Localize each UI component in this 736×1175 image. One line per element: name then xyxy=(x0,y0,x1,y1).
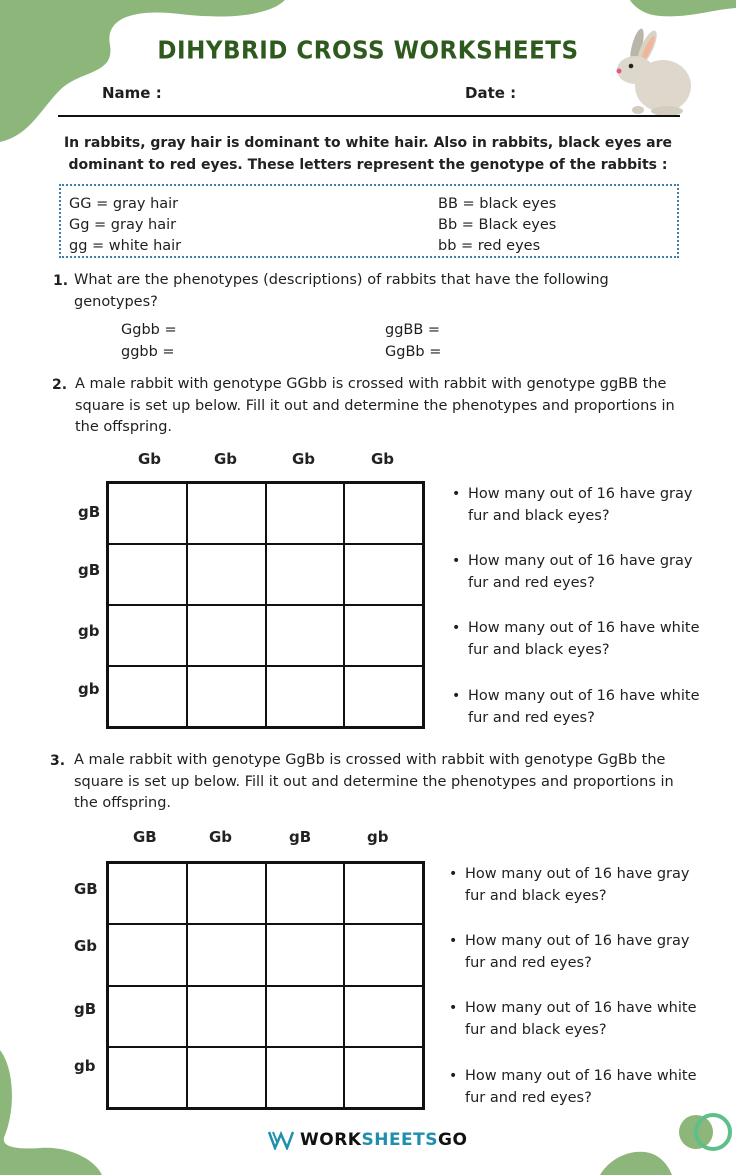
key-item: gg = white hair xyxy=(69,238,182,254)
punnett-row-header: GB xyxy=(74,880,98,898)
punnett-cell[interactable] xyxy=(266,924,345,985)
punnett-row-header: Gb xyxy=(74,937,98,955)
punnett-cell[interactable] xyxy=(344,605,423,666)
rabbit-illustration xyxy=(605,18,700,118)
punnett-cell[interactable] xyxy=(108,924,187,985)
punnett-cell[interactable] xyxy=(187,986,266,1047)
punnett-cell[interactable] xyxy=(344,986,423,1047)
bullet-question: • How many out of 16 have gray fur and red eyes? xyxy=(449,930,705,974)
genotype-prompt: ggbb = xyxy=(121,344,175,360)
logo-text xyxy=(300,1130,467,1150)
bullet-question: • How many out of 16 have gray fur and red eyes? xyxy=(452,550,708,594)
question-text: What are the phenotypes (descriptions) of rabbits that have the following genotypes? xyxy=(74,272,609,310)
bullet-question: • How many out of 16 have gray fur and black eyes? xyxy=(449,863,705,907)
punnett-cell[interactable] xyxy=(266,986,345,1047)
question-text: A male rabbit with genotype GgBb is crossed with rabbit with genotype GgBb the square is set up below. Fill it out and determine the phenotypes and proportions in the offspring. xyxy=(74,752,674,811)
punnett-column-header: Gb xyxy=(209,828,233,846)
punnett-row-header: gB xyxy=(78,561,101,579)
bullet-question: • How many out of 16 have white fur and red eyes? xyxy=(449,1065,705,1109)
punnett-cell[interactable] xyxy=(108,1047,187,1108)
genotype-prompt: Ggbb = xyxy=(121,322,177,338)
punnett-column-header: GB xyxy=(133,828,157,846)
punnett-cell[interactable] xyxy=(266,863,345,924)
punnett-cell[interactable] xyxy=(266,483,345,544)
punnett-cell[interactable] xyxy=(108,863,187,924)
punnett-cell[interactable] xyxy=(187,863,266,924)
punnett-square-2 xyxy=(106,861,425,1110)
key-item: Gg = gray hair xyxy=(69,217,177,233)
logo-text-sheets: SHEETS xyxy=(361,1130,439,1150)
punnett-cell[interactable] xyxy=(344,1047,423,1108)
genotype-prompt: ggBB = xyxy=(385,322,441,338)
punnett-cell[interactable] xyxy=(266,605,345,666)
question-text: A male rabbit with genotype GGbb is crossed with rabbit with genotype ggBB the square is set up below. Fill it out and determine the phenotypes and proportions in the offspring. xyxy=(75,376,675,435)
hair-key-column xyxy=(69,194,181,257)
page-title: DIHYBRID CROSS WORKSHEETS xyxy=(157,36,579,66)
punnett-square-1 xyxy=(106,481,425,729)
bullet-question: • How many out of 16 have gray fur and black eyes? xyxy=(452,483,708,527)
logo-text-go: GO xyxy=(438,1130,468,1150)
punnett-cell[interactable] xyxy=(344,863,423,924)
worksheetsgo-w-icon xyxy=(268,1130,294,1150)
punnett-column-header: Gb xyxy=(214,450,238,468)
bullet-question: • How many out of 16 have white fur and black eyes? xyxy=(452,617,718,661)
punnett-cell[interactable] xyxy=(187,924,266,985)
decorative-blob-top-right xyxy=(630,0,736,20)
punnett-cell[interactable] xyxy=(266,544,345,605)
punnett-column-header: gB xyxy=(289,828,312,846)
question-number: 2. xyxy=(52,377,68,393)
decorative-blob-top-left xyxy=(0,0,290,145)
punnett-cell[interactable] xyxy=(187,483,266,544)
key-item: BB = black eyes xyxy=(438,196,557,212)
punnett-row-header: gb xyxy=(78,622,100,640)
punnett-cell[interactable] xyxy=(266,1047,345,1108)
punnett-cell[interactable] xyxy=(108,666,187,727)
punnett-cell[interactable] xyxy=(344,666,423,727)
punnett-cell[interactable] xyxy=(187,1047,266,1108)
punnett-cell[interactable] xyxy=(187,666,266,727)
punnett-cell[interactable] xyxy=(108,544,187,605)
date-label: Date : xyxy=(465,84,517,102)
intro-text: In rabbits, gray hair is dominant to white hair. Also in rabbits, black eyes are dominant to red eyes. These letters represent the genotype of the rabbits : xyxy=(63,135,673,173)
question-number: 1. xyxy=(53,273,69,289)
header-divider xyxy=(58,115,680,117)
key-item: GG = gray hair xyxy=(69,196,179,212)
worksheetsgo-logo[interactable] xyxy=(268,1130,467,1150)
key-item: bb = red eyes xyxy=(438,238,541,254)
punnett-cell[interactable] xyxy=(108,483,187,544)
logo-text-work: WORK xyxy=(300,1130,362,1150)
punnett-row-header: gb xyxy=(74,1057,96,1075)
punnett-cell[interactable] xyxy=(266,666,345,727)
question-number: 3. xyxy=(50,753,66,769)
punnett-row-header: gb xyxy=(78,680,100,698)
punnett-column-header: gb xyxy=(367,828,389,846)
bullet-question: • How many out of 16 have white fur and red eyes? xyxy=(452,685,708,729)
key-item: Bb = Black eyes xyxy=(438,217,557,233)
punnett-row-header: gB xyxy=(74,1000,97,1018)
punnett-row-header: gB xyxy=(78,503,101,521)
punnett-cell[interactable] xyxy=(108,986,187,1047)
punnett-column-header: Gb xyxy=(138,450,162,468)
punnett-cell[interactable] xyxy=(108,605,187,666)
punnett-cell[interactable] xyxy=(187,605,266,666)
punnett-cell[interactable] xyxy=(187,544,266,605)
bullet-question: • How many out of 16 have white fur and black eyes? xyxy=(449,997,715,1041)
name-label: Name : xyxy=(102,84,162,102)
decorative-circles-icon xyxy=(675,1110,736,1155)
genotype-key-box xyxy=(59,184,679,258)
punnett-cell[interactable] xyxy=(344,483,423,544)
punnett-cell[interactable] xyxy=(344,924,423,985)
eye-key-column xyxy=(438,194,556,257)
punnett-column-header: Gb xyxy=(292,450,316,468)
genotype-prompt: GgBb = xyxy=(385,344,442,360)
punnett-column-header: Gb xyxy=(371,450,395,468)
punnett-cell[interactable] xyxy=(344,544,423,605)
